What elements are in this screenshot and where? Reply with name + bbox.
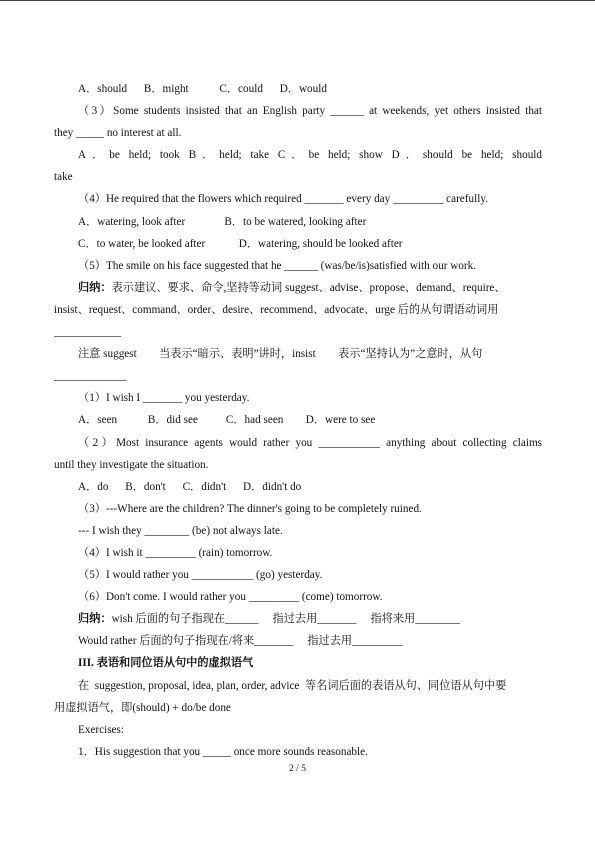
text-line: [54, 564, 542, 586]
line-text: A．be held; took B．held; take C．be held; show D．should be held; should: [78, 149, 542, 162]
text-line: [54, 343, 542, 365]
text-line: [54, 454, 542, 476]
line-text: A．watering, look after B．to be watered, looking after: [78, 215, 367, 228]
line-text: until they investigate the situation.: [54, 458, 209, 471]
text-line: [54, 409, 542, 431]
page-number: 2 / 5: [289, 764, 306, 774]
text-line: [54, 498, 542, 520]
line-text: A．should B．might C．could D．would: [78, 83, 327, 95]
text-line: [54, 211, 542, 233]
text-line: [54, 365, 542, 387]
text-line: [54, 188, 542, 210]
line-text: （5）I would rather you ___________ (go) yesterday.: [78, 569, 323, 582]
text-line: [54, 542, 542, 564]
line-text: ____________: [54, 326, 122, 339]
text-line: [54, 697, 542, 719]
page-top-border: [0, 0, 595, 1]
text-line: [54, 586, 542, 608]
text-line: [54, 122, 542, 144]
line-text: --- I wish they ________ (be) not always late.: [78, 524, 283, 537]
text-line: [54, 100, 542, 122]
line-text: Exercises:: [78, 723, 124, 736]
text-line: [54, 233, 542, 255]
line-text: （4）I wish it _________ (rain) tomorrow.: [78, 546, 273, 559]
text-line: [54, 255, 542, 277]
text-line: [54, 608, 542, 630]
text-line: [54, 432, 542, 454]
line-text: they _____ no interest at all.: [54, 127, 182, 140]
text-line: [54, 741, 542, 763]
text-line: [54, 144, 542, 166]
line-text: （3）---Where are the children? The dinner's going to be completely ruined.: [78, 502, 422, 515]
line-text: 在 suggestion, proposal, idea, plan, order, advice 等名词后面的表语从句、同位语从句中要: [78, 679, 507, 692]
line-text: wish 后面的句子指现在______ 指过去用_______ 指将来用________: [111, 613, 460, 626]
text-line: [54, 299, 542, 321]
summary-label: 归纳：: [78, 613, 112, 626]
text-line: [54, 321, 542, 343]
text-line: [54, 675, 542, 697]
line-text: A．do B．don't C．didn't D．didn't do: [78, 480, 302, 493]
line-text: A．seen B．did see C．had seen D．were to see: [78, 414, 376, 427]
text-line: [54, 166, 542, 188]
text-line: [54, 476, 542, 498]
line-text: _____________: [54, 370, 127, 383]
summary-label: 归纳：: [78, 281, 112, 294]
text-line: [54, 78, 542, 100]
text-line: [54, 277, 542, 299]
document-body: [54, 78, 542, 763]
text-line: [54, 387, 542, 409]
section-heading: [54, 652, 542, 674]
line-text: （4）He required that the flowers which required _______ every day _________ carefully.: [78, 193, 488, 206]
text-line: [54, 520, 542, 542]
line-text: 用虚拟语气，即(should) + do/be done: [54, 701, 231, 714]
line-text: insist、request、command、order、desire、recommend、advocate、urge 后的从句谓语动词用: [54, 303, 499, 316]
line-text: （6）Don't come. I would rather you _________ (come) tomorrow.: [78, 591, 383, 604]
text-line: [54, 719, 542, 741]
line-text: （2）Most insurance agents would rather you ___________ anything about collecting claims: [78, 436, 542, 449]
line-text: III. 表语和同位语从句中的虚拟语气: [78, 657, 254, 670]
line-text: （1）I wish I _______ you yesterday.: [78, 392, 250, 405]
line-text: 表示建议、要求、命令,坚持等动词 suggest、advise、propose、demand、require、: [111, 281, 506, 294]
text-line: [54, 630, 542, 652]
line-text: （5）The smile on his face suggested that he ______ (was/be/is)satisfied with our work.: [78, 259, 477, 272]
line-text: 1．His suggestion that you _____ once more sounds reasonable.: [78, 745, 368, 758]
line-text: C．to water, be looked after D．watering, should be looked after: [78, 237, 403, 250]
line-text: take: [54, 171, 73, 184]
line-text: 注意 suggest 当表示“暗示、表明”讲时，insist 表示“坚持认为”之意时，从句: [78, 348, 483, 361]
line-text: （3）Some students insisted that an English party ______ at weekends, yet others insisted that: [78, 105, 542, 118]
line-text: Would rather 后面的句子指现在/将来_______ 指过去用_________: [78, 635, 403, 648]
